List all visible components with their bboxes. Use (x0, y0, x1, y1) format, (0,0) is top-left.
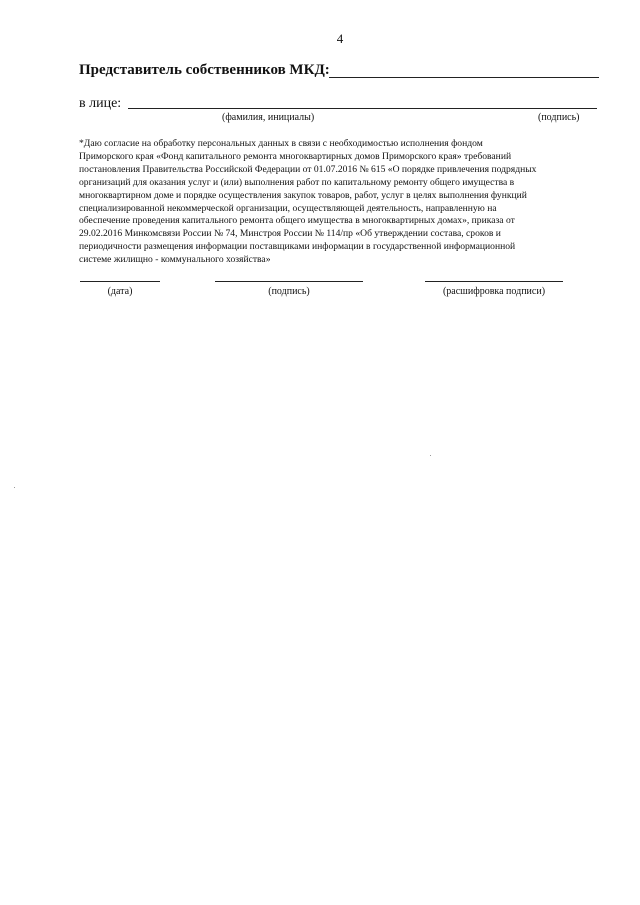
heading-fill-line (329, 77, 599, 78)
name-caption: (фамилия, инициалы) (222, 112, 315, 123)
consent-line: Приморского края «Фонд капитального ремонта многоквартирных домов Приморского края» требований (79, 150, 512, 162)
consent-paragraph (79, 138, 604, 267)
face-label: в лице: (79, 96, 122, 111)
date-caption: (дата) (107, 286, 133, 297)
signature-caption: (подпись) (538, 112, 580, 123)
decoding-fill-line (425, 281, 563, 282)
consent-line: многоквартирном доме и порядке осуществления закупок товаров, работ, услуг в целях выполнения функций (79, 189, 527, 201)
representative-heading (79, 62, 599, 80)
scan-speck (430, 455, 431, 456)
signature-field-caption: (подпись) (268, 286, 310, 297)
consent-line: постановления Правительства Российской Федерации от 01.07.2016 № 615 «О порядке привлечения подрядных (79, 163, 537, 175)
scan-speck (14, 487, 15, 488)
consent-line: *Даю согласие на обработку персональных данных в связи с необходимостью исполнения фондом (79, 138, 483, 149)
signature-line (215, 281, 363, 282)
name-fill-line (128, 108, 560, 109)
signature-decoding-field (425, 281, 563, 303)
decoding-caption: (расшифровка подписи) (442, 286, 546, 297)
heading-text: Представитель собственников МКД: (79, 62, 330, 78)
signature-fill-line (530, 108, 597, 109)
consent-line: организаций для оказания услуг и (или) выполнения работ по капитальному ремонту общего имущества в (79, 176, 515, 188)
consent-line: системе жилищно - коммунального хозяйства» (79, 254, 271, 266)
consent-line: 29.02.2016 Минкомсвязи России № 74, Минстроя России № 114/пр «Об утверждении состава, сроков и (79, 228, 501, 240)
signature-field (215, 281, 363, 303)
consent-line: специализированной некоммерческой организации, осуществляющей деятельность, направленную на (79, 202, 497, 214)
page-number: 4 (336, 31, 344, 46)
date-field (80, 281, 160, 303)
date-fill-line (80, 281, 160, 282)
consent-line: обеспечение проведения капитального ремонта общего имущества в многоквартирных домах», приказа от (79, 215, 515, 227)
consent-line: периодичности размещения информации поставщиками информации в государственной информационной (79, 241, 516, 253)
representative-name-row (79, 96, 599, 126)
